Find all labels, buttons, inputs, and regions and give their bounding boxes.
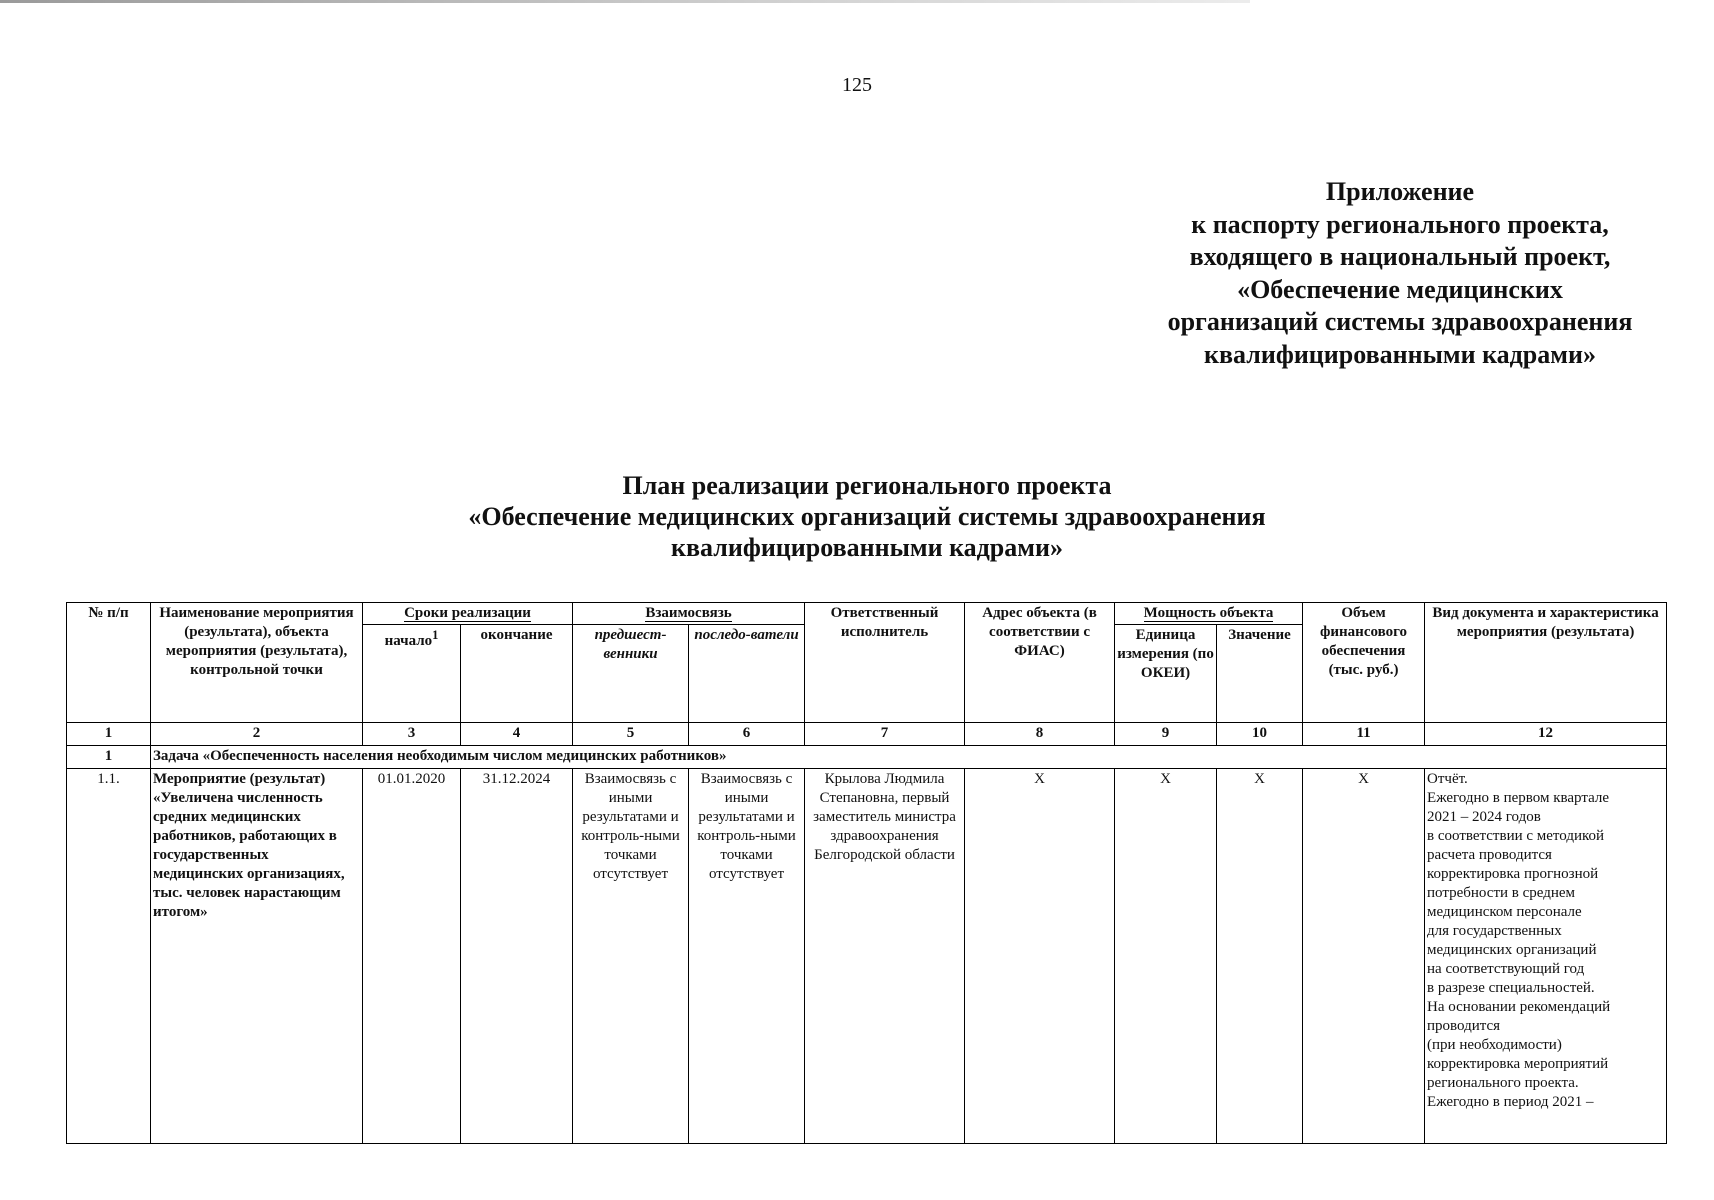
appendix-line: к паспорту регионального проекта, <box>1191 209 1609 239</box>
header-value: Значение <box>1217 625 1303 723</box>
doc-line: (при необходимости) <box>1427 1037 1562 1053</box>
task-row <box>67 746 1667 769</box>
doc-line: Ежегодно в период 2021 – <box>1427 1094 1594 1110</box>
plan-title-line: квалифицированными кадрами» <box>671 533 1063 562</box>
header-start <box>363 625 461 723</box>
appendix-line: Приложение <box>1325 177 1475 206</box>
doc-line: Ежегодно в первом квартале <box>1427 790 1610 806</box>
row-unit: Х <box>1115 769 1217 1144</box>
row-predecessors: Взаимосвязь с иными результатами и контроль-ными точками отсутствует <box>573 769 689 1144</box>
row-successors: Взаимосвязь с иными результатами и контроль-ными точками отсутствует <box>689 769 805 1144</box>
page-number: 125 <box>842 74 872 96</box>
header-predecessors: предшест-венники <box>573 625 689 723</box>
appendix-line: входящего в национальный проект, <box>1189 242 1611 271</box>
doc-line: потребности в среднем <box>1427 885 1576 901</box>
task-text: Задача «Обеспеченность населения необходимым числом медицинских работников» <box>151 746 1667 769</box>
doc-line: Отчёт. <box>1427 771 1468 787</box>
column-number: 5 <box>573 723 689 746</box>
start-footnote-mark: 1 <box>432 628 439 642</box>
scan-top-edge <box>0 0 1250 3</box>
column-number: 7 <box>805 723 965 746</box>
header-successors: последо-ватели <box>689 625 805 723</box>
row-number: 1.1. <box>67 769 151 1144</box>
appendix-line: квалифицированными кадрами» <box>1204 339 1596 369</box>
row-value: Х <box>1217 769 1303 1144</box>
header-name: Наименование мероприятия (результата), объекта мероприятия (результата), контрольной точки <box>151 603 363 723</box>
doc-line: На основании рекомендаций <box>1427 999 1611 1015</box>
doc-line: корректировка прогнозной <box>1427 866 1599 882</box>
column-number: 9 <box>1115 723 1217 746</box>
column-number-row <box>67 723 1667 746</box>
table-row <box>67 769 1667 1144</box>
doc-line: в соответствии с методикой <box>1427 828 1605 844</box>
header-relation-label: Взаимосвязь <box>645 605 732 621</box>
column-number: 8 <box>965 723 1115 746</box>
header-relation <box>573 603 805 625</box>
doc-line: расчета проводится <box>1427 847 1552 863</box>
header-responsible: Ответственный исполнитель <box>805 603 965 723</box>
row-name: Мероприятие (результат) «Увеличена численность средних медицинских работников, работающих в государственных медицинских организациях, тыс. человек нарастающим итогом» <box>151 769 363 1144</box>
header-capacity <box>1115 603 1303 625</box>
header-start-label: начало <box>384 633 433 649</box>
column-number: 10 <box>1217 723 1303 746</box>
doc-line: корректировка мероприятий <box>1427 1056 1609 1072</box>
column-number: 4 <box>461 723 573 746</box>
row-start-date: 01.01.2020 <box>363 769 461 1144</box>
doc-line: медицинских организаций <box>1427 942 1597 958</box>
header-num: № п/п <box>67 603 151 723</box>
implementation-plan-table <box>66 602 1667 1144</box>
header-unit: Единица измерения (по ОКЕИ) <box>1115 625 1217 723</box>
header-capacity-label: Мощность объекта <box>1143 605 1274 621</box>
doc-line: на соответствующий год <box>1427 961 1585 977</box>
column-number: 11 <box>1303 723 1425 746</box>
appendix-heading <box>1120 176 1680 371</box>
column-number: 12 <box>1425 723 1667 746</box>
row-responsible: Крылова Людмила Степановна, первый заместитель министра здравоохранения Белгородской области <box>805 769 965 1144</box>
column-number: 1 <box>67 723 151 746</box>
task-number: 1 <box>67 746 151 769</box>
plan-title-line: План реализации регионального проекта <box>622 471 1112 500</box>
appendix-line: «Обеспечение медицинских <box>1237 274 1563 304</box>
plan-title-line: «Обеспечение медицинских организаций системы здравоохранения <box>468 502 1266 531</box>
row-address: Х <box>965 769 1115 1144</box>
header-address: Адрес объекта (в соответствии с ФИАС) <box>965 603 1115 723</box>
header-row-1 <box>67 603 1667 625</box>
row-finance: Х <box>1303 769 1425 1144</box>
row-doc-description <box>1425 769 1667 1144</box>
doc-line: регионального проекта. <box>1427 1075 1579 1091</box>
column-number: 2 <box>151 723 363 746</box>
doc-line: 2021 – 2024 годов <box>1427 809 1541 825</box>
column-number: 6 <box>689 723 805 746</box>
header-terms <box>363 603 573 625</box>
doc-line: медицинском персонале <box>1427 904 1582 920</box>
header-doc-type: Вид документа и характеристика мероприятия (результата) <box>1425 603 1667 723</box>
doc-line: в разрезе специальностей. <box>1427 980 1595 996</box>
header-end: окончание <box>461 625 573 723</box>
column-number: 3 <box>363 723 461 746</box>
doc-line: проводится <box>1427 1018 1501 1034</box>
plan-title <box>0 470 1714 563</box>
appendix-line: организаций системы здравоохранения <box>1167 307 1633 336</box>
row-end-date: 31.12.2024 <box>461 769 573 1144</box>
doc-line: для государственных <box>1427 923 1562 939</box>
header-finance: Объем финансового обеспечения (тыс. руб.) <box>1303 603 1425 723</box>
header-terms-label: Сроки реализации <box>404 605 531 621</box>
